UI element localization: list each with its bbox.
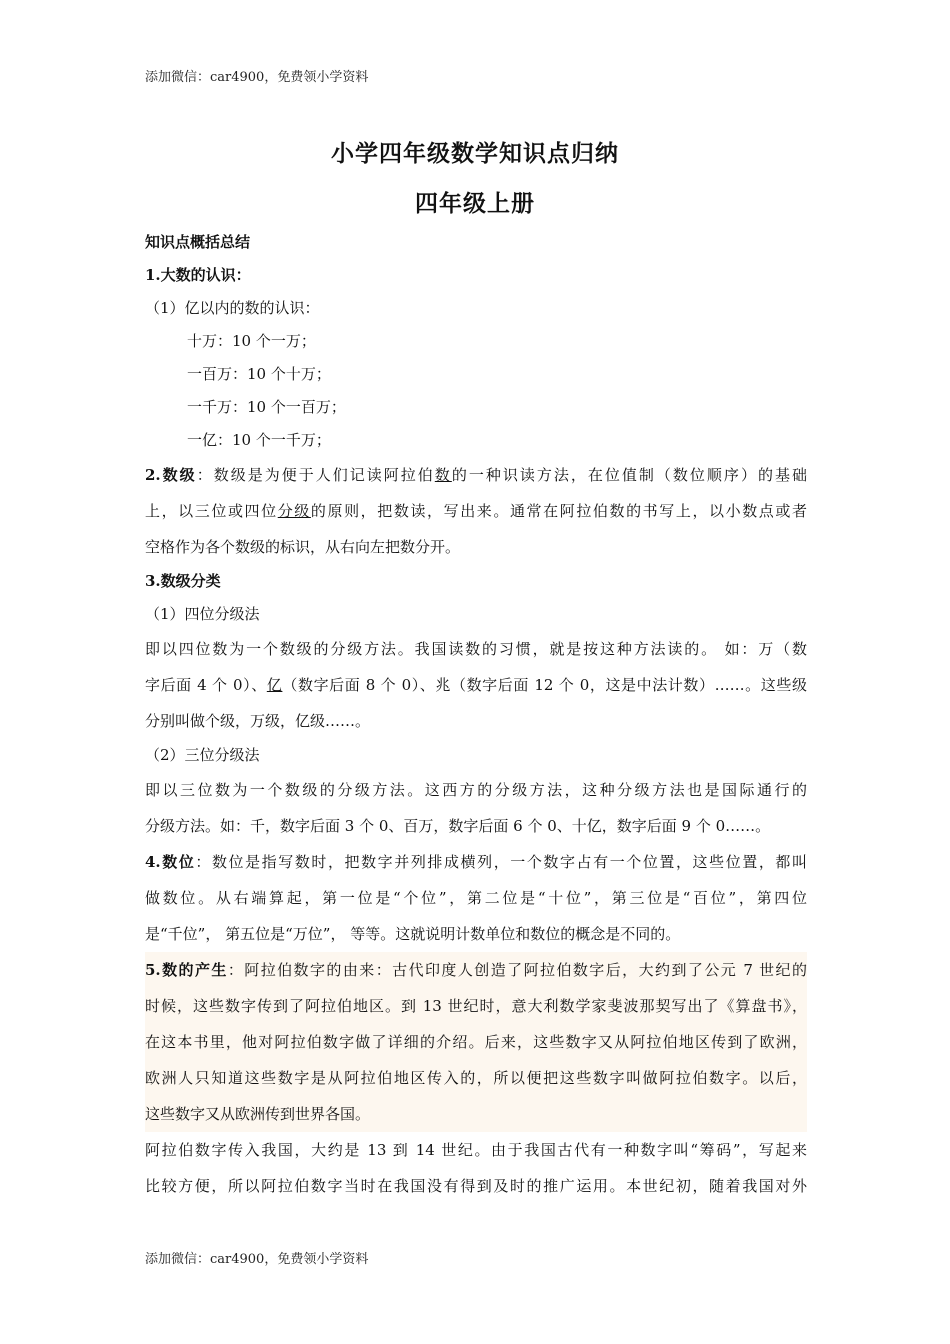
list-item: 十万：10 个一万； <box>187 332 316 350</box>
list-item: 一千万：10 个一百万； <box>187 398 346 416</box>
section-5-term: 5.数的产生 <box>145 961 228 979</box>
link-text: 数 <box>434 466 452 484</box>
section-4-line: 是“千位”， 第五位是“万位”， 等等。这就说明计数单位和数位的概念是不同的。 <box>145 925 681 943</box>
section-3-line: 即以四位数为一个数级的分级方法。我国读数的习惯，就是按这种方法读的。 如：万（数 <box>145 640 807 658</box>
page-header: 添加微信：car4900，免费领小学资料 <box>145 70 369 85</box>
section-5-line: 欧洲人只知道这些数字是从阿拉伯地区传入的，所以便把这些数字叫做阿拉伯数字。以后， <box>145 1069 807 1087</box>
section-5-line: 时候，这些数字传到了阿拉伯地区。到 13 世纪时，意大利数学家斐波那契写出了《算盘书》， <box>145 997 807 1015</box>
section-5-line: 在这本书里，他对阿拉伯数字做了详细的介绍。后来，这些数字又从阿拉伯地区传到了欧洲， <box>145 1033 807 1051</box>
document-subtitle: 四年级上册 <box>415 190 535 217</box>
section-2-line: 空格作为各个数级的标识，从右向左把数分开。 <box>145 538 461 556</box>
section-1-sub: （1）亿以内的数的认识： <box>145 299 320 317</box>
section-4-term: 4.数位 <box>145 853 196 871</box>
section-3-line: 分别叫做个级，万级，亿级……。 <box>145 712 371 730</box>
section-5-line: 5.数的产生：阿拉伯数字的由来：古代印度人创造了阿拉伯数字后，大约到了公元 7 世纪的 <box>145 961 807 979</box>
section-2-line: 2.数级：数级是为便于人们记读阿拉伯数的一种识读方法，在位值制（数位顺序）的基础 <box>145 466 807 484</box>
section-3-line: 字后面 4 个 0）、亿（数字后面 8 个 0）、兆（数字后面 12 个 0，这是中法计数）……。这些级 <box>145 676 807 694</box>
section-4-line: 做数位。从右端算起，第一位是“个位”，第二位是“十位”，第三位是“百位”，第四位 <box>145 889 807 907</box>
section-5-line: 这些数字又从欧洲传到世界各国。 <box>145 1105 371 1123</box>
section-3-line: 即以三位数为一个数级的分级方法。这西方的分级方法，这种分级方法也是国际通行的 <box>145 781 807 799</box>
list-item: 一亿：10 个一千万； <box>187 431 331 449</box>
section-5-line: 阿拉伯数字传入我国，大约是 13 到 14 世纪。由于我国古代有一种数字叫“筹码”，写起来 <box>145 1141 807 1159</box>
highlighted-block <box>145 952 807 1132</box>
document-body <box>145 226 807 1204</box>
list-item: 一百万：10 个十万； <box>187 365 331 383</box>
section-2-term: 2.数级 <box>145 466 197 484</box>
section-3-line: 分级方法。如：千，数字后面 3 个 0、百万，数字后面 6 个 0、十亿，数字后面 9 个 0……。 <box>145 817 771 835</box>
document-title: 小学四年级数学知识点归纳 <box>331 140 619 167</box>
section-3-sub: （1）四位分级法 <box>145 605 260 623</box>
section-2-line: 上，以三位或四位分级的原则，把数读，写出来。通常在阿拉伯数的书写上，以小数点或者 <box>145 502 807 520</box>
section-3-sub: （2）三位分级法 <box>145 746 260 764</box>
section-4-line: 4.数位：数位是指写数时，把数字并列排成横列，一个数字占有一个位置，这些位置，都叫 <box>145 853 807 871</box>
section-3-heading: 3.数级分类 <box>145 572 221 590</box>
section-5-line: 比较方便，所以阿拉伯数字当时在我国没有得到及时的推广运用。本世纪初，随着我国对外 <box>145 1177 807 1195</box>
summary-heading: 知识点概括总结 <box>145 233 251 251</box>
link-text: 亿 <box>266 676 283 694</box>
link-text: 分级 <box>277 502 311 520</box>
section-1-heading: 1.大数的认识： <box>145 266 251 284</box>
page-footer: 添加微信：car4900，免费领小学资料 <box>145 1252 369 1267</box>
